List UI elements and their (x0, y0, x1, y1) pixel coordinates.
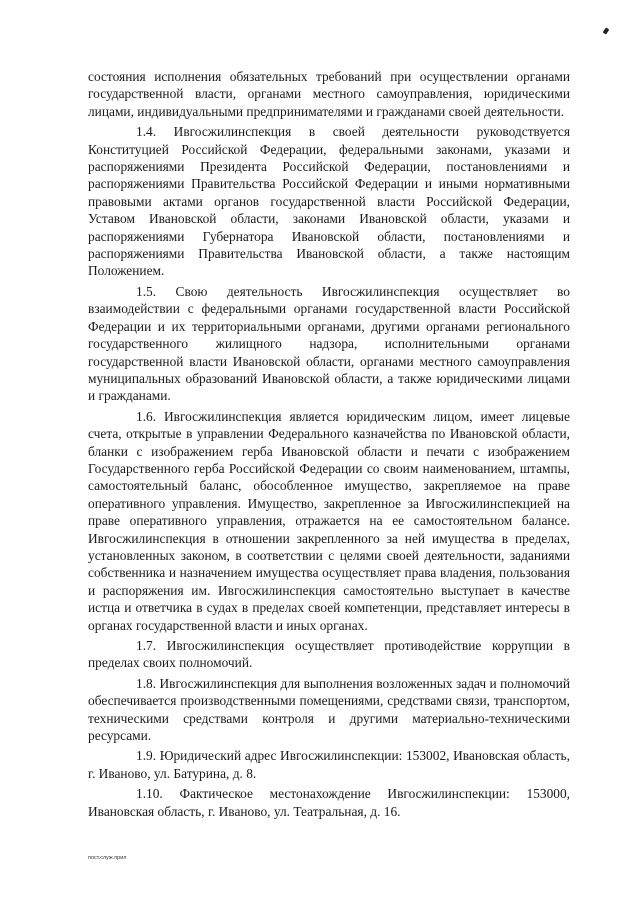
paragraph-continuation: состояния исполнения обязательных требований при осуществлении органами государственной власти, органами местного самоуправления, юридическими лицами, индивидуальными предпринимателями и гражданами своей деятельности. (88, 69, 570, 119)
paragraph-1-10: 1.10. Фактическое местонахождение Ивгосжилинспекции: 153000, Ивановская область, г. Иваново, ул. Театральная, д. 16. (88, 786, 570, 819)
paragraph-1-5: 1.5. Свою деятельность Ивгосжилинспекция осуществляет во взаимодействии с федеральными органами государственной власти Российской Федерации и их территориальными органами, другими органами регионального государственного жилищного надзора, исполнительными органами государственной власти Ивановской области, органами местного самоуправления муниципальных образований Ивановской области, а также юридическими лицами и гражданами. (88, 283, 570, 404)
paragraph-1-7: 1.7. Ивгосжилинспекция осуществляет противодействие коррупции в пределах своих полномочий. (88, 638, 570, 671)
paragraph-1-6: 1.6. Ивгосжилинспекция является юридическим лицом, имеет лицевые счета, открытые в управлении Федерального казначейства по Ивановской области, бланки с изображением герба Ивановской области и печати с изображением Государственного герба Российской Федерации со своим наименованием, штампы, самостоятельный баланс, обособленное имущество, закрепляемое на праве оперативного управления. Имущество, закрепленное за Ивгосжилинспекцией на праве оперативного управления, отражается на ее самостоятельном балансе. Ивгосжилинспекция в отношении закрепленного за ней имущества в пределах, установленных законом, в соответствии с целями своей деятельности, заданиями собственника и назначением имущества осуществляет права владения, пользования и распоряжения им. Ивгосжилинспекция самостоятельно выступает в качестве истца и ответчика в судах в пределах своей компетенции, представляет интересы в органах государственной власти и иных органах. (88, 408, 570, 633)
document-body (88, 68, 570, 823)
paragraph-1-9: 1.9. Юридический адрес Ивгосжилинспекции: 153002, Ивановская область, г. Иваново, ул. Батурина, д. 8. (88, 748, 570, 781)
paragraph-1-4: 1.4. Ивгосжилинспекция в своей деятельности руководствуется Конституцией Российской Федерации, федеральными законами, указами и распоряжениями Президента Российской Федерации, постановлениями и распоряжениями Правительства Российской Федерации и иными нормативными правовыми актами органов государственной власти Российской Федерации, Уставом Ивановской области, законами Ивановской области, указами и распоряжениями Губернатора Ивановской области, постановлениями и распоряжениями Правительства Ивановской области, а также настоящим Положением. (88, 124, 570, 279)
footer-note: пост.служ.прил (88, 855, 127, 861)
scan-mark (603, 27, 610, 34)
paragraph-1-8: 1.8. Ивгосжилинспекция для выполнения возложенных задач и полномочий обеспечивается производственными помещениями, средствами связи, транспортом, техническими средствами контроля и другими материально-техническими ресурсами. (88, 675, 570, 744)
